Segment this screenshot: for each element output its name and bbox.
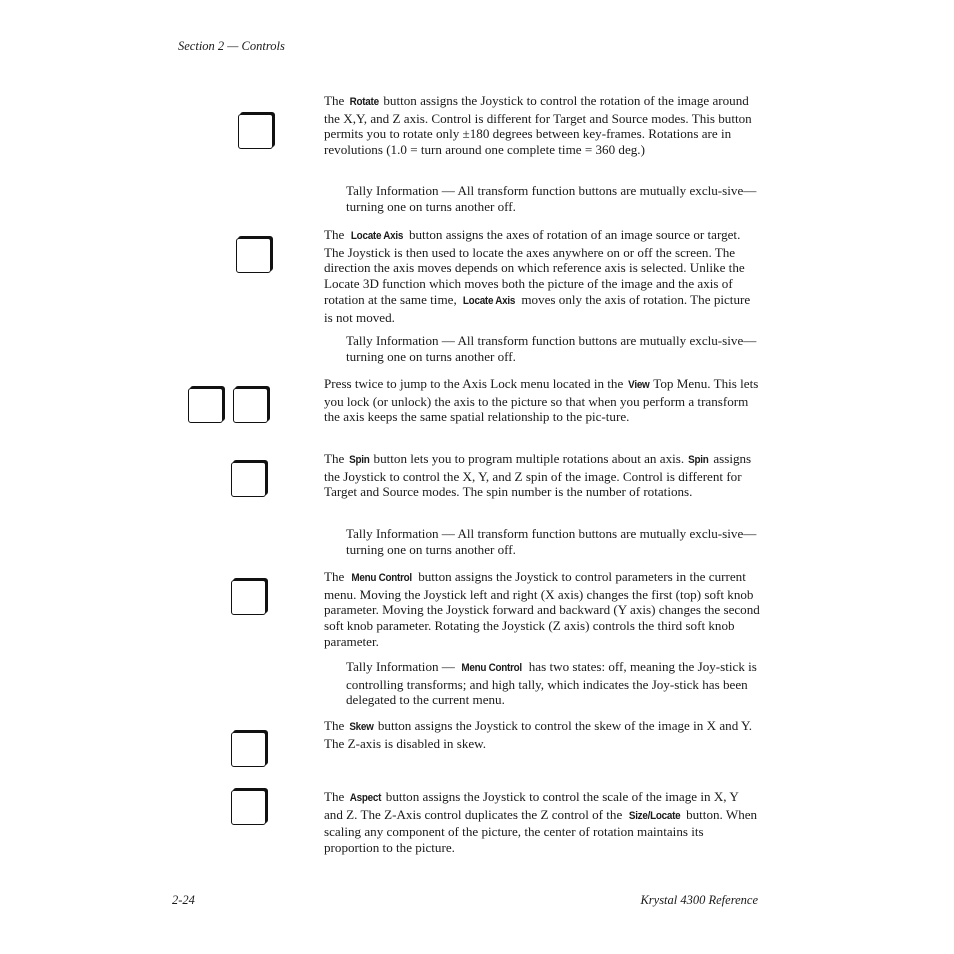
spin-keyword: Spin [348,454,370,466]
locate-axis-keyword: Locate Axis [350,230,403,242]
rotate-description: The Rotate button assigns the Joystick to control the rotation of the image around the X,Y, and Z axis. Control is different for Target and Source modes. This button permits you to rotate only ±180 degrees between key-frames. Rotations are in revolutions (1.0 = turn around one complete time = 360 deg.) [324,93,752,158]
menu-control-tally: Tally Information — Menu Control has two states: off, meaning the Joy-stick is controlling transforms; and high tally, which indicates the Joy-stick has been delegated to the current menu. [346,659,757,708]
page-number: 2-24 [172,893,195,907]
rotate-keyword: Rotate [349,96,379,108]
menu-control-keyword: Menu Control [351,572,412,584]
axis-lock-button-illustration-1 [188,388,223,423]
locate-axis-button-illustration [236,238,271,273]
spin-description: The Spin button lets you to program multiple rotations about an axis. Spin assigns the Joystick to control the X, Y, and Z spin of the image. Control is different for Target and Source modes. The spin number is the number of rotations. [324,451,752,500]
skew-keyword: Skew [348,721,374,733]
spin-button-illustration [231,462,266,497]
rotate-tally: Tally Information — All transform function buttons are mutually exclu-sive—turning one on turns another off. [346,183,757,214]
skew-description: The Skew button assigns the Joystick to control the skew of the image in X and Y. The Z-axis is disabled in skew. [324,718,753,751]
size-locate-keyword: Size/Locate [628,809,680,822]
menu-control-keyword-2: Menu Control [461,662,523,674]
locate-axis-keyword-2: Locate Axis [462,294,516,307]
aspect-button-illustration [231,790,266,825]
view-keyword: View [627,379,650,391]
menu-control-description: The Menu Control button assigns the Joystick to control parameters in the current menu. Moving the Joystick left and right (X axis) changes the first (top) soft knob parameter. Moving the Joystick forward and backward (Y axis) changes the second soft knob parameter. Rotating the Joystick (Z axis) controls the third soft knob parameter. [324,569,760,649]
axis-lock-button-illustration-2 [233,388,268,423]
document-title: Krystal 4300 Reference [640,893,758,907]
aspect-description: The Aspect button assigns the Joystick to control the scale of the image in X, Y and Z. The Z-Axis control duplicates the Z control of the Size/Locate button. When scaling any component of the picture, the center of rotation maintains its proportion to the picture. [324,789,758,856]
locate-axis-tally: Tally Information — All transform function buttons are mutually exclu-sive—turning one on turns another off. [346,333,757,364]
rotate-button-illustration [238,114,273,149]
locate-axis-description: The Locate Axis button assigns the axes of rotation of an image source or target. The Joystick is then used to locate the axes anywhere on or off the screen. The direction the axis moves depends on which reference axis is selected. Unlike the Locate 3D function which moves both the picture of the image and the axis of rotation at the same time, Locate Axis moves only the axis of rotation. The picture is not moved. [324,227,751,325]
spin-keyword-2: Spin [688,454,709,466]
skew-button-illustration [231,732,266,767]
axis-lock-description: Press twice to jump to the Axis Lock menu located in the View Top Menu. This lets you lock (or unlock) the axis to the picture so that when you perform a transform the axis keeps the same spatial relationship to the pic-ture. [324,376,759,425]
menu-control-button-illustration [231,580,266,615]
spin-tally: Tally Information — All transform function buttons are mutually exclu-sive—turning one on turns another off. [346,526,757,557]
aspect-keyword: Aspect [349,792,381,804]
running-header: Section 2 — Controls [178,39,285,53]
